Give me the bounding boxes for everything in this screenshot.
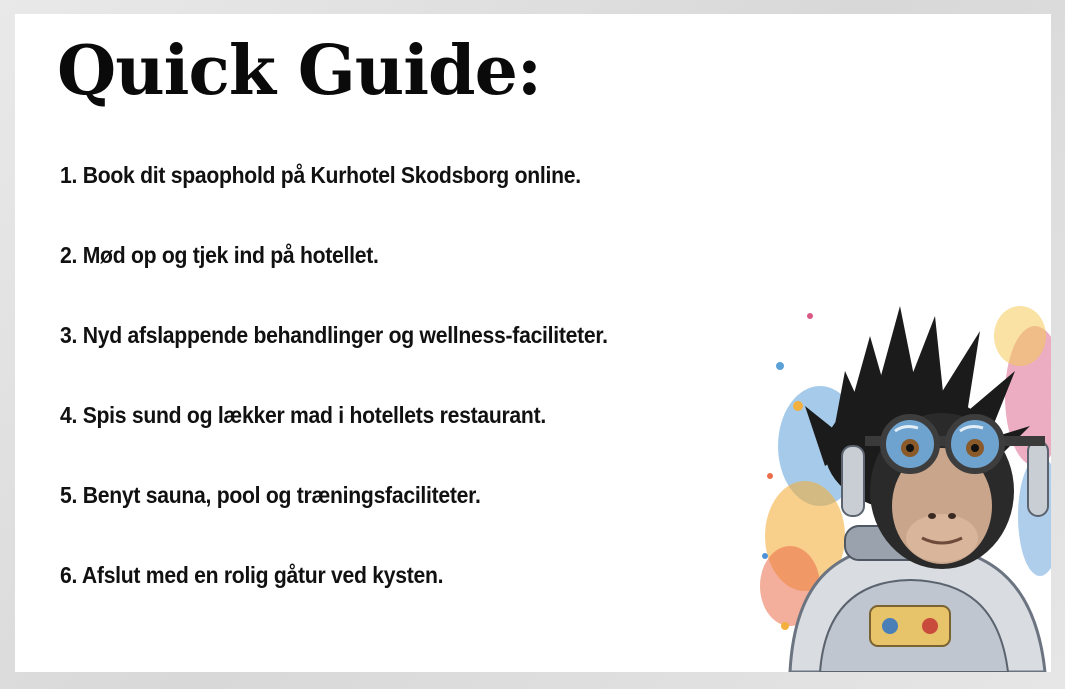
page-title: Quick Guide: (57, 31, 541, 111)
monkey-astronaut-illustration (750, 276, 1051, 672)
guide-card (15, 14, 1051, 672)
step-2: 2. Mød op og tjek ind på hotellet. (60, 242, 379, 268)
steps-list (60, 162, 655, 642)
step-5: 5. Benyt sauna, pool og træningsfaciliteter. (60, 482, 481, 508)
step-6: 6. Afslut med en rolig gåtur ved kysten. (60, 562, 444, 588)
step-1: 1. Book dit spaophold på Kurhotel Skodsborg online. (60, 162, 581, 188)
step-4: 4. Spis sund og lækker mad i hotellets restaurant. (60, 402, 546, 428)
step-3: 3. Nyd afslappende behandlinger og wellness-faciliteter. (60, 322, 608, 348)
